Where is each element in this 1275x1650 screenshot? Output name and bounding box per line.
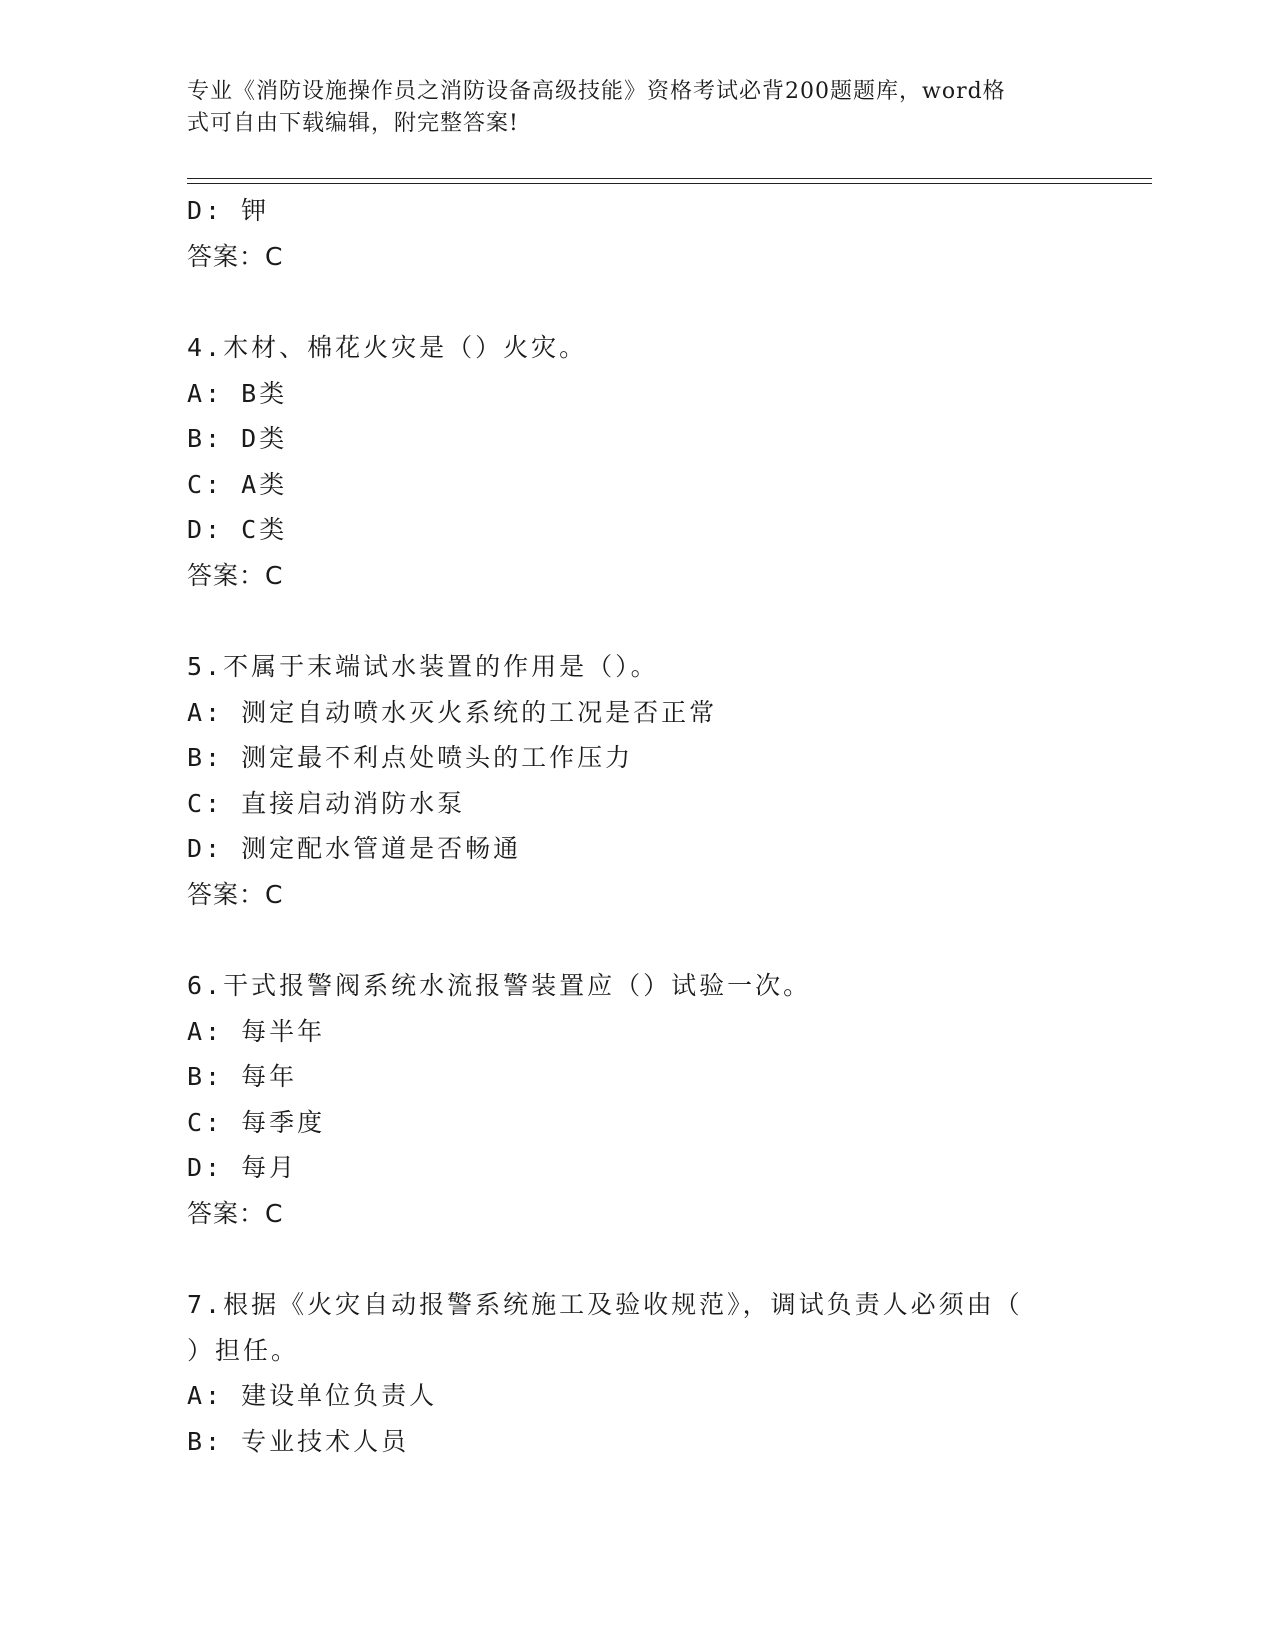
option-c: C: 每季度	[187, 1107, 326, 1137]
option-c: C: A类	[187, 469, 288, 499]
header-line-2: 式可自由下载编辑，附完整答案!	[187, 111, 519, 136]
option-d: D: 测定配水管道是否畅通	[187, 834, 522, 863]
question-stem-line-1: 7.根据《火灾自动报警系统施工及验收规范》，调试负责人必须由（	[187, 1290, 1023, 1319]
question-stem: 5.不属于末端试水装置的作用是（）。	[187, 652, 659, 681]
question-4	[187, 325, 1087, 598]
prev-option-d: D: 钾	[187, 196, 270, 225]
option-c: C: 直接启动消防水泵	[187, 788, 466, 818]
option-a: A: 测定自动喷水灭火系统的工况是否正常	[187, 697, 718, 727]
option-b: B: 专业技术人员	[187, 1426, 410, 1456]
spacer	[187, 598, 1087, 644]
question-7	[187, 1282, 1087, 1464]
option-b: B: 每年	[187, 1062, 298, 1091]
document-header	[187, 76, 1067, 140]
question-stem-line-2: ）担任。	[187, 1335, 300, 1365]
question-content	[187, 188, 1087, 1464]
option-d: D: 每月	[187, 1153, 298, 1182]
option-a: A: 每半年	[187, 1016, 326, 1046]
header-divider-top	[187, 178, 1152, 179]
option-b: B: D类	[187, 424, 288, 453]
option-d: D: C类	[187, 515, 288, 544]
question-stem: 4.木材、棉花火灾是（）火灾。	[187, 333, 588, 362]
header-divider-bottom	[187, 183, 1152, 184]
question-stem: 6.干式报警阀系统水流报警装置应（）试验一次。	[187, 971, 812, 1000]
question-6	[187, 963, 1087, 1236]
spacer	[187, 1236, 1087, 1282]
answer: 答案：C	[187, 879, 284, 909]
prev-answer: 答案：C	[187, 241, 284, 271]
spacer	[187, 917, 1087, 963]
answer: 答案：C	[187, 1198, 284, 1228]
question-5	[187, 644, 1087, 917]
header-line-1: 专业《消防设施操作员之消防设备高级技能》资格考试必背200题题库，word格	[187, 79, 1006, 104]
option-a: A: B类	[187, 378, 288, 408]
answer: 答案：C	[187, 560, 284, 590]
spacer	[187, 279, 1087, 325]
option-b: B: 测定最不利点处喷头的工作压力	[187, 743, 634, 772]
option-a: A: 建设单位负责人	[187, 1381, 438, 1410]
